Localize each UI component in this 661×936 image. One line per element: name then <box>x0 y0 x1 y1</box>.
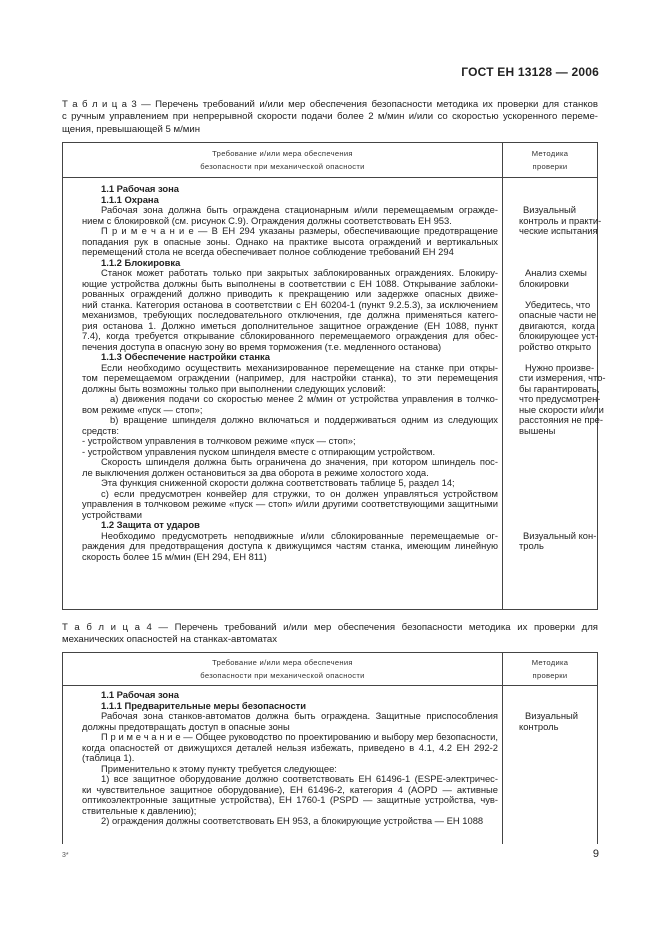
table3-text-line: 1.1.3 Обеспечение настройки станка <box>101 351 270 362</box>
table3-method-line: Визуальный кон- <box>523 529 597 541</box>
table4-col1-header <box>63 653 502 685</box>
table3-col1-header <box>63 143 502 177</box>
table4-method-line: Визуальный <box>525 710 578 721</box>
table3-text-line: 1.2 Защита от ударов <box>101 519 200 530</box>
table3-method-line: что предусмотрен- <box>519 393 601 404</box>
table4-text-line: 1.1.1 Предварительные меры безопасности <box>101 699 307 711</box>
table3-method-line: вышены <box>519 424 556 436</box>
table3-text-line: попадания рук в опасные зоны. Однако на практике высота ограждений и вертикальных <box>82 235 498 247</box>
table3-text-line: скорость более 15 м/мин (ЕН 294, ЕН 811) <box>82 550 267 562</box>
table3-caption <box>62 99 598 136</box>
table4-text-line: 1) все защитное оборудование должно соответствовать ЕН 61496-1 (ESPE-электричес- <box>101 773 498 784</box>
table3-text-line: рованных ограждений должно приводить к прекращению или задержке опасных движе- <box>82 288 498 299</box>
table3-text-line: ний станка. Категория останова в соответствии с ЕН 60204-1 (пункт 9.2.5.3), за исключением <box>82 298 498 310</box>
table3-method-line: ные скорости и/или <box>519 403 604 415</box>
table3-method-line: ройство открыто <box>519 340 592 352</box>
table3-text-line: ле выключения должен остановиться за два оборота в режиме холостого хода. <box>82 466 429 478</box>
table3-text-line: Если необходимо осуществить механизированное перемещение на станке при откры- <box>101 361 498 373</box>
table4-col2-header <box>503 653 597 685</box>
table3-column-divider <box>502 143 503 609</box>
header-text: Методика <box>531 149 569 158</box>
table4-text-line: (таблица 1). <box>82 752 135 763</box>
table3-text-line: 1.1.1 Охрана <box>101 193 159 205</box>
table3-text-line: управления в толчковом режиме «пуск — стоп» и/или другими соответствующими защитными <box>82 498 498 509</box>
header-text: безопасности при механической опасности <box>200 671 365 680</box>
table3-text-line: нием с блокировкой (см. рисунок С.9). Ограждения должны соответствовать ЕН 953. <box>82 214 452 226</box>
table3-text-line: рия останова 1. Должно иметься дополнительное защитное ограждение (ЕН 1088, пункт <box>82 319 498 331</box>
table3-text-line: должны быть возможны только при выполнении следующих условий: <box>82 382 386 394</box>
table3-text-line: устройствами <box>82 508 142 520</box>
table3-method-line: троль <box>519 540 544 551</box>
table3-method-line: ческие испытания <box>519 225 598 236</box>
table3-text-line: - устройством управления пуском шпинделя вместе с отпирающим устройством. <box>82 445 436 457</box>
table4-caption-line: механических опасностей на станках-автоматах <box>62 634 278 646</box>
standard-number: ГОСТ ЕН 13128 — 2006 <box>461 65 599 79</box>
header-text: безопасности при механической опасности <box>200 162 365 171</box>
table3-method-line: сти измерения, что- <box>519 372 606 383</box>
table4 <box>62 652 598 844</box>
table3-method-line: бы гарантировать, <box>519 382 600 394</box>
table4-header <box>63 653 597 686</box>
header-text: проверки <box>532 162 568 171</box>
table4-text-line: 2) ограждения должны соответствовать ЕН 953, а блокирующие устройства — ЕН 1088 <box>101 815 484 826</box>
table3-text-line: средств: <box>82 424 119 436</box>
table3-text-line: 7.4), когда требуется открывание сблокированного перемещаемого ограждения для обес- <box>82 330 498 341</box>
table3-text-line: 1.1 Рабочая зона <box>101 183 180 194</box>
table4-text-line: должны предотвращать доступ в опасные зоны <box>82 720 290 732</box>
table3-text-line: П р и м е ч а н и е — В ЕН 294 указаны размеры, обеспечивающие предотвращение <box>101 225 498 236</box>
table3-text-line: а) движения подачи со скоростью менее 2 м/мин от устройства управления в толчко- <box>110 393 498 404</box>
table4-caption-line: Т а б л и ц а 4 — Перечень требований и/или мер обеспечения безопасности методика их проверки для <box>62 622 598 633</box>
table3 <box>62 142 606 610</box>
table3-method-line: Анализ схемы <box>525 267 587 278</box>
table4-text-line: Рабочая зона станков-автоматов должна быть ограждена. Защитные приспособления <box>101 710 498 721</box>
table3-caption-line: щения, превышающей 5 м/мин <box>62 123 201 135</box>
table3-text-line: печения доступа в опасную зону во время торможения (т.е. медленного останова) <box>82 340 442 352</box>
table3-method-line: опасные части не <box>519 309 597 320</box>
page-number: 9 <box>592 848 599 860</box>
table3-text-line: - устройством управления в толчковом режиме «пуск — стоп»; <box>82 435 356 446</box>
table4-text-line: Применительно к этому пункту требуется следующее: <box>101 762 337 774</box>
table3-text-line: Станок может работать только при закрытых заблокированных ограждениях. Блокиру- <box>101 267 498 278</box>
table3-text-line: 1.1.2 Блокировка <box>101 256 181 268</box>
table3-method-line: расстояния не пре- <box>519 414 603 425</box>
table4-text-line: когда опасностей от движущихся деталей нельзя избежать, приведено в 4.1, 4.2 ЕН 292-2 <box>82 741 498 753</box>
table4-text-line: П р и м е ч а н и е — Общее руководство по проектированию и выбору мер безопасности, <box>101 731 498 742</box>
table3-method-line: Убедитесь, что <box>525 298 591 310</box>
header-text: Требование и/или мера обеспечения <box>212 658 353 667</box>
table4-text-line: ки чувствительное защитное оборудование), ЕН 61496-2, категория 4 (AOPD — активные <box>82 783 498 795</box>
table4-text-line: оптикоэлектронные защитные устройства), ЕН 1760-1 (PSPD — защитные устройства, чув- <box>82 794 498 805</box>
table3-text-line: с) если предусмотрен конвейер для стружки, то он должен управляться устройством <box>101 487 498 499</box>
table3-text-line: механизмов, требующих последовательного отключения, где должна применяться катего- <box>82 309 498 320</box>
table3-caption-line: Т а б л и ц а 3 — Перечень требований и/или мер обеспечения безопасности методика их проверки для станков <box>62 99 598 110</box>
table3-method-line: двигаются, когда <box>519 319 595 331</box>
table3-header <box>63 143 597 178</box>
table3-text-line: Эта функция сниженной скорости должна соответствовать таблице 5, раздел 14; <box>101 477 455 488</box>
table3-method-line: блокирующее уст- <box>519 330 599 341</box>
table3-method-line: контроль и практи- <box>519 214 602 226</box>
table4-text-line: ствительные к давлению); <box>82 804 197 816</box>
table3-method-line: Нужно произве- <box>525 361 595 373</box>
sheet-mark: 3* <box>62 852 69 859</box>
table3-text-line: Рабочая зона должна быть ограждена стационарным и/или перемещаемым огражде- <box>101 204 498 215</box>
table4-method-line: контроль <box>519 720 559 732</box>
table3-text-line: Скорость шпинделя должна быть ограничена до значения, при котором шпиндель пос- <box>101 456 498 467</box>
table3-text-line: раждения для предотвращения доступа к движущимся частям станка, имеющим линейную <box>82 540 498 551</box>
header-text: Методика <box>531 658 569 667</box>
table4-column-divider <box>502 653 503 844</box>
table3-col2-header <box>503 143 597 177</box>
header-text: Требование и/или мера обеспечения <box>212 149 353 158</box>
table3-text-line: вом режиме «пуск — стоп»; <box>82 403 203 415</box>
table4-caption <box>62 622 598 647</box>
table3-text-line: b) вращение шпинделя должно включаться и поддерживаться одним из следующих <box>110 414 498 425</box>
table3-text-line: ющие устройства должны быть выполнены в соответствии с ЕН 1088. Открывание заблоки- <box>82 277 498 289</box>
table4-text-line: 1.1 Рабочая зона <box>101 689 180 700</box>
table3-caption-line: с ручным управлением при непрерывной скорости подачи более 2 м/мин и/или со скоростью ускоренного переме- <box>62 111 598 123</box>
table3-text-line: Необходимо предусмотреть неподвижные и/или сблокированные перемещаемые ог- <box>101 529 498 541</box>
header-text: проверки <box>532 671 568 680</box>
table3-method-line: блокировки <box>519 277 569 289</box>
table3-text-line: том перемещаемом ограждении (например, для настройки станка), то эти перемещения <box>82 372 498 383</box>
table3-method-line: Визуальный <box>523 204 576 215</box>
table3-text-line: перемещений стола не всегда обеспечивает полное соблюдение требований ЕН 294 <box>82 246 454 257</box>
